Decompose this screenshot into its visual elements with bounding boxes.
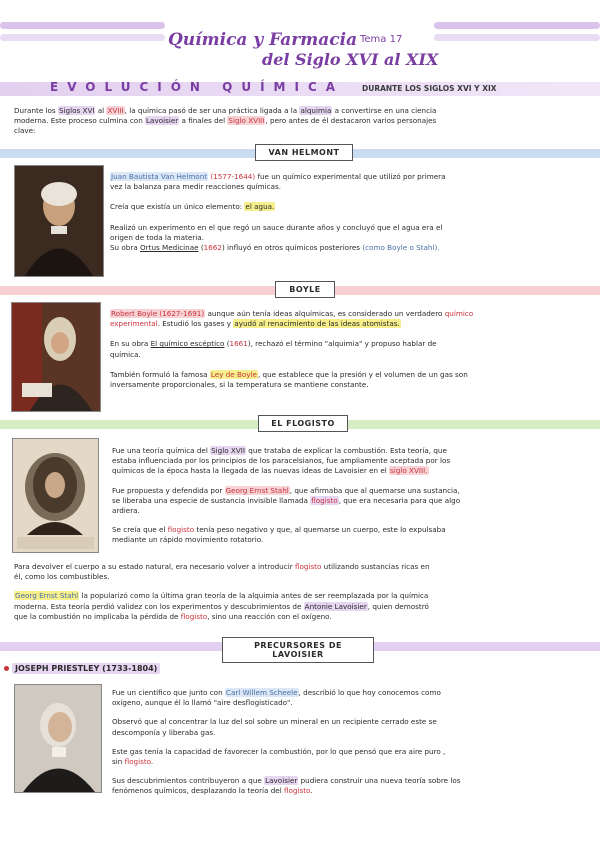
- precursores-heading: PRECURSORES DE LAVOISIER: [222, 637, 374, 663]
- tema-label: Tema 17: [360, 34, 403, 45]
- evolution-banner-title: EVOLUCIÓN QUÍMICA: [50, 80, 345, 94]
- van-helmont-text: Juan Bautista Van Helmont (1577-1644) fue un químico experimental que utilizó por primera vez la balanza para medir reacciones químicas. Creía que existía un único elemento: el agua. Realizó un experimento en el que regó un sauce durante años y concluyó que el agua era el origen de toda la materia. Su obra Ortus Medicinae (1662) influyó en otros químicos posteriores (como Boyle o Stahl).: [110, 172, 446, 253]
- priestley-text: Fue un científico que junto con Carl Willem Scheele, describió lo que hoy conocemos como oxígeno, aunque él lo llamó "aire desflogisticado". Observó que al concentrar la luz del sol sobre un mineral en un recipiente cerrado este se descomponía y liberaba gas. Este gas tenía la capacidad de favorecer la combustión, por lo que pensó que era aire puro , sin flogisto. Sus descubrimientos contribuyeron a que Lavoisier pudiera construir una nueva teoría sobre los fenómenos químicos, desplazando la teoría del flogisto.: [112, 688, 461, 796]
- boyle-text: Robert Boyle (1627-1691) aunque aún tenía ideas alquímicas, es considerado un verdadero químico experimental. Estudió los gases y ayudó al renacimiento de las ideas atomistas. En su obra El químico escéptico (1661), rechazó el término "alquimia" y propuso hablar de química. También formuló la famosa Ley de Boyle, que establece que la presión y el volumen de un gas son inversamente proporcionales, si la temperatura se mantiene constante.: [110, 309, 474, 390]
- evolution-banner-subtitle: DURANTE LOS SIGLOS XVI Y XIX: [362, 84, 497, 93]
- priestley-portrait: [14, 684, 102, 793]
- flogisto-text-lower: Para devolver el cuerpo a su estado natural, era necesario volver a introducir flogisto utilizando sustancias ricas en él, como los combustibles. Georg Ernst Stahl la popularizó como la última gran teoría de la alquimia antes de ser reemplazada por la química moderna. Esta teoría perdió validez con los experimentos y descubrimientos de Antonie Lavoisier, quien demostró que la combustión no implicaba la pérdida de flogisto, sino una reacción con el oxígeno.: [14, 562, 430, 621]
- van-helmont-heading: VAN HELMONT: [255, 144, 353, 161]
- boyle-heading: BOYLE: [275, 281, 335, 298]
- priestley-name: JOSEPH PRIESTLEY (1733-1804): [12, 663, 160, 674]
- stahl-portrait: [12, 438, 99, 553]
- header-bar-left-bottom: [0, 34, 165, 41]
- van-helmont-portrait: [14, 165, 104, 277]
- header-bar-right-top: [434, 22, 600, 29]
- flogisto-text-upper: Fue una teoría química del Siglo XVII que trataba de explicar la combustión. Esta teoría, que estaba influenciada por los principios de los paracelsianos, fue ampliamente aceptada por los químicos de la época hasta la llegada de las nuevas ideas de Lavoisier en el siglo XVIII. Fue propuesta y defendida por Georg Ernst Stahl, que afirmaba que al quemarse una sustancia, se liberaba una especie de sustancia invisible llamada flogisto, que era necesaria para que algo ardiera. Se creía que el flogisto tenía peso negativo y que, al quemarse un cuerpo, este lo expulsaba mediante un rápido movimiento rotatorio.: [112, 446, 461, 545]
- intro-paragraph: Durante los Siglos XVI al XVIII, la química pasó de ser una práctica ligada a la alquimia a convertirse en una ciencia moderna. Este proceso culmina con Lavoisier a finales del Siglo XVIII, pero antes de él destacaron varios personajes clave:: [14, 106, 437, 136]
- page-title-line1: Química y Farmacia: [168, 30, 358, 50]
- flogisto-heading: EL FLOGISTO: [258, 415, 348, 432]
- priestley-bullet: [4, 666, 9, 671]
- header-bar-left-top: [0, 22, 165, 29]
- header-bar-right-bottom: [434, 34, 600, 41]
- boyle-portrait: [11, 302, 101, 412]
- page-title-line2: del Siglo XVI al XIX: [262, 50, 439, 69]
